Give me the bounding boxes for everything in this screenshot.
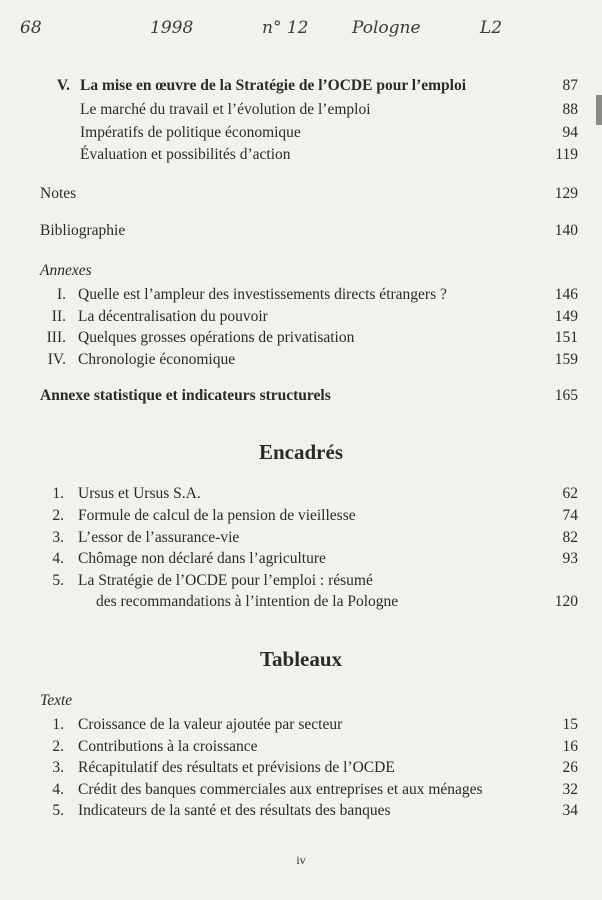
- toc-section: [0, 144, 602, 166]
- toc-notes: [0, 183, 602, 205]
- annexes-heading-label: Annexes: [40, 262, 92, 279]
- encadre-item: [0, 483, 602, 505]
- section-label: Évaluation et possibilités d’action: [80, 146, 291, 163]
- encadre-label: Formule de calcul de la pension de vieillesse: [78, 507, 356, 524]
- encadres-heading: Encadrés: [259, 440, 343, 464]
- tableau-page: 26: [562, 759, 578, 776]
- tableau-label: Crédit des banques commerciales aux entreprises et aux ménages: [78, 781, 483, 798]
- encadre-number: 1.: [52, 485, 64, 502]
- encadre-page: 93: [562, 550, 578, 567]
- annex-label: Chronologie économique: [78, 351, 236, 368]
- section-page: 94: [562, 124, 578, 141]
- section-label: Impératifs de politique économique: [80, 124, 301, 141]
- tableau-page: 34: [562, 802, 578, 819]
- tableaux-subheading-label: Texte: [40, 692, 73, 709]
- encadre-item: [0, 548, 602, 570]
- tableau-number: 1.: [52, 716, 64, 733]
- tableau-item: [0, 714, 602, 736]
- encadre-label: Chômage non déclaré dans l’agriculture: [78, 550, 326, 567]
- encadre-label: La Stratégie de l’OCDE pour l’emploi : résumé: [78, 572, 373, 589]
- tableau-item: [0, 779, 602, 801]
- page-number: iv: [296, 853, 306, 867]
- notes-label: Notes: [40, 185, 77, 202]
- annex-label: Quelle est l’ampleur des investissements directs étrangers ?: [78, 286, 447, 303]
- tableaux-heading: Tableaux: [259, 647, 343, 671]
- tableau-number: 5.: [52, 802, 64, 819]
- annex-page: 159: [554, 351, 578, 368]
- toc-section: [0, 122, 602, 144]
- tableau-number: 3.: [52, 759, 64, 776]
- annex-label: La décentralisation du pouvoir: [78, 308, 268, 325]
- tableau-label: Récapitulatif des résultats et prévisions de l’OCDE: [78, 759, 395, 776]
- toc-annex: [0, 327, 602, 349]
- annexes-heading: [0, 260, 602, 282]
- tableau-page: 15: [562, 716, 578, 733]
- encadre-label-continued: des recommandations à l’intention de la Pologne: [96, 593, 399, 610]
- encadre-page: 74: [562, 507, 578, 524]
- notes-page: 129: [554, 185, 578, 202]
- bibliography-page: 140: [554, 222, 578, 239]
- tableau-page: 16: [562, 738, 578, 755]
- toc-statistical-annex: [0, 385, 602, 407]
- tableau-number: 2.: [52, 738, 64, 755]
- handwritten-note-l2: L2: [480, 18, 503, 38]
- encadre-label: L’essor de l’assurance-vie: [78, 529, 240, 546]
- tableaux-subheading: [0, 690, 602, 712]
- encadre-number: 5.: [52, 572, 64, 589]
- encadre-number: 4.: [52, 550, 64, 567]
- section-page: 88: [562, 101, 578, 118]
- encadre-item: [0, 505, 602, 527]
- chapter-page: 87: [562, 77, 578, 94]
- bibliography-label: Bibliographie: [40, 222, 126, 239]
- toc-section: [0, 99, 602, 121]
- tableau-item: [0, 800, 602, 822]
- annex-number: II.: [51, 308, 66, 325]
- annex-page: 149: [554, 308, 578, 325]
- encadre-page: 120: [554, 593, 578, 610]
- statistical-annex-label: Annexe statistique et indicateurs structurels: [40, 387, 331, 404]
- toc-chapter-5: [0, 75, 602, 97]
- annex-page: 146: [554, 286, 578, 303]
- annex-number: I.: [56, 286, 66, 303]
- encadre-item: [0, 570, 602, 592]
- toc-annex: [0, 284, 602, 306]
- chapter-number: V.: [56, 77, 70, 94]
- encadre-number: 2.: [52, 507, 64, 524]
- encadre-page: 62: [562, 485, 578, 502]
- tableau-item: [0, 757, 602, 779]
- tableau-number: 4.: [52, 781, 64, 798]
- tableau-label: Indicateurs de la santé et des résultats des banques: [78, 802, 391, 819]
- annex-number: III.: [46, 329, 66, 346]
- handwritten-note-year: 1998: [150, 18, 194, 38]
- toc-annex: [0, 306, 602, 328]
- toc-bibliography: [0, 220, 602, 242]
- annex-number: IV.: [47, 351, 66, 368]
- encadre-item-continuation: [0, 591, 602, 613]
- section-label: Le marché du travail et l’évolution de l’emploi: [80, 101, 371, 118]
- encadre-number: 3.: [52, 529, 64, 546]
- chapter-title: La mise en œuvre de la Stratégie de l’OCDE pour l’emploi: [80, 77, 467, 94]
- annex-page: 151: [554, 329, 578, 346]
- section-page: 119: [555, 146, 578, 163]
- handwritten-note-68: 68: [20, 18, 42, 38]
- encadre-page: 82: [562, 529, 578, 546]
- encadre-item: [0, 527, 602, 549]
- encadre-label: Ursus et Ursus S.A.: [78, 485, 201, 502]
- tableau-page: 32: [562, 781, 578, 798]
- annex-label: Quelques grosses opérations de privatisation: [78, 329, 355, 346]
- handwritten-note-country: Pologne: [352, 18, 421, 38]
- toc-annex: [0, 349, 602, 371]
- tableau-label: Croissance de la valeur ajoutée par secteur: [78, 716, 343, 733]
- tableau-item: [0, 736, 602, 758]
- handwritten-note-issue: n° 12: [262, 18, 309, 38]
- statistical-annex-page: 165: [554, 387, 578, 404]
- tableau-label: Contributions à la croissance: [78, 738, 258, 755]
